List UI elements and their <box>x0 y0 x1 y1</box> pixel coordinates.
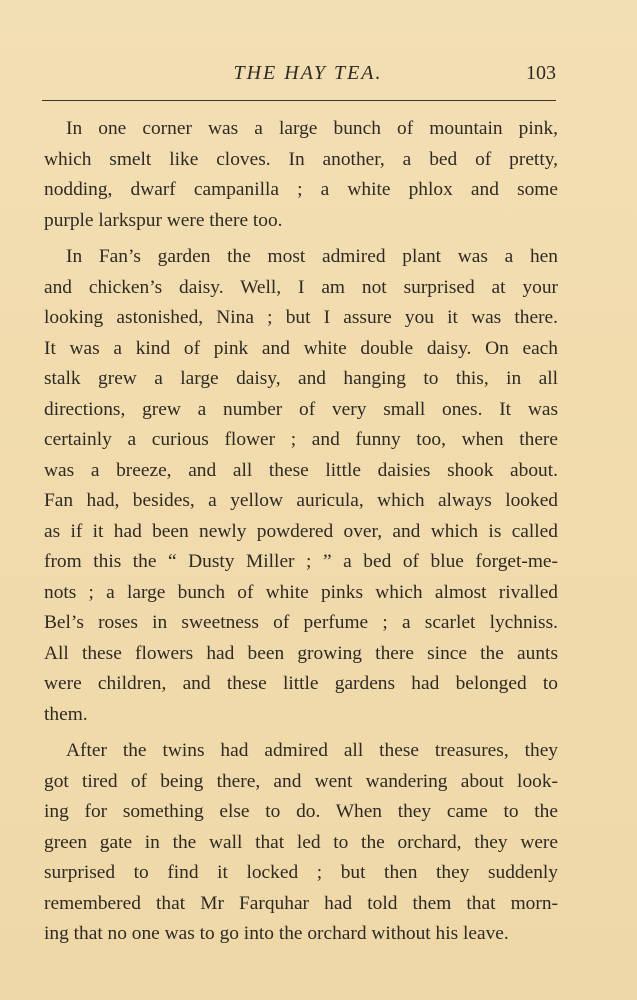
text-line: were children, and these little gardens had belonged to <box>44 673 558 694</box>
body-text <box>44 114 558 956</box>
text-line: nodding, dwarf campanilla ; a white phlox and some <box>44 179 558 200</box>
text-line: them. <box>44 703 88 725</box>
text-line: After the twins had admired all these treasures, they <box>66 740 558 761</box>
text-line: ing that no one was to go into the orchard without his leave. <box>44 923 509 944</box>
text-line: from this the “ Dusty Miller ; ” a bed of blue forget-me- <box>44 551 558 572</box>
text-line: as if it had been newly powdered over, and which is called <box>44 520 558 542</box>
text-line: All these flowers had been growing there since the aunts <box>44 642 558 664</box>
text-line: looking astonished, Nina ; but I assure you it was there. <box>44 307 558 328</box>
paragraph-2 <box>44 242 558 730</box>
running-head <box>40 62 556 92</box>
text-line: green gate in the wall that led to the orchard, they were <box>44 831 558 853</box>
chapter-title: THE HAY TEA. <box>233 62 383 84</box>
text-line: certainly a curious flower ; and funny too, when there <box>44 429 558 450</box>
text-line: was a breeze, and all these little daisies shook about. <box>44 459 558 481</box>
text-line: Bel’s roses in sweetness of perfume ; a scarlet lychniss. <box>44 612 558 633</box>
text-line: Fan had, besides, a yellow auricula, which always looked <box>44 490 558 511</box>
page-number: 103 <box>526 62 556 84</box>
text-line: nots ; a large bunch of white pinks which almost rivalled <box>44 581 558 603</box>
text-line: remembered that Mr Farquhar had told them that morn- <box>44 892 558 914</box>
text-line: stalk grew a large daisy, and hanging to this, in all <box>44 368 558 389</box>
paragraph-3 <box>44 736 558 950</box>
text-line: and chicken’s daisy. Well, I am not surprised at your <box>44 276 558 298</box>
text-line: It was a kind of pink and white double daisy. On each <box>44 337 558 359</box>
header-rule <box>42 100 556 101</box>
text-line: ing for something else to do. When they came to the <box>44 801 558 822</box>
text-line: In Fan’s garden the most admired plant was a hen <box>66 246 558 267</box>
text-line: directions, grew a number of very small ones. It was <box>44 398 558 420</box>
text-line: In one corner was a large bunch of mountain pink, <box>66 118 558 139</box>
paragraph-1 <box>44 114 558 236</box>
text-line: which smelt like cloves. In another, a bed of pretty, <box>44 148 558 170</box>
text-line: surprised to find it locked ; but then they suddenly <box>44 862 558 883</box>
text-line: purple larkspur were there too. <box>44 209 283 231</box>
text-line: got tired of being there, and went wandering about look- <box>44 770 558 792</box>
